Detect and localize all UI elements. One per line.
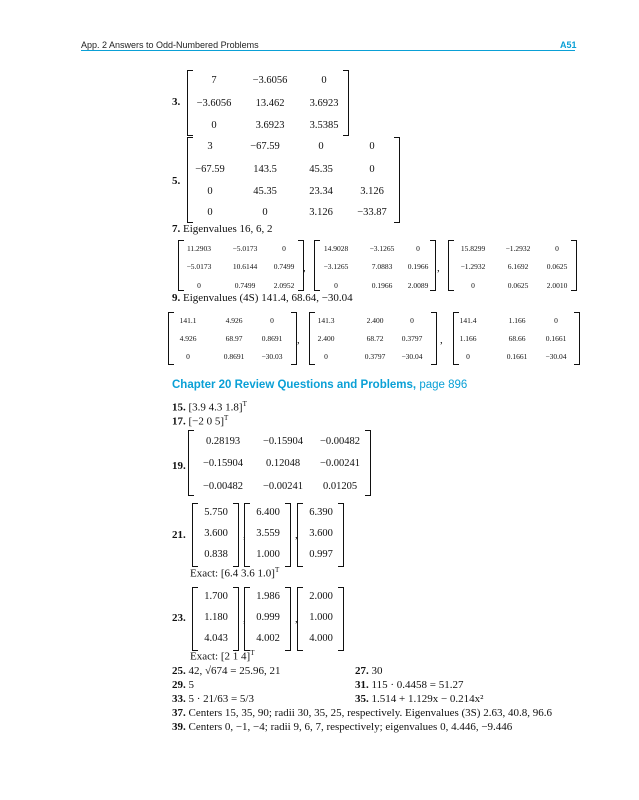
matrix-cell: −0.00482	[202, 481, 244, 492]
matrix-cell: 6.390	[309, 507, 333, 518]
separator-comma: ,	[303, 262, 306, 274]
matrix-cell: 23.34	[309, 186, 333, 197]
matrix-cell: 4.002	[256, 633, 280, 644]
matrix-cell: −0.15904	[262, 436, 304, 447]
matrix-cell: 3.600	[309, 528, 333, 539]
matrix-cell: 11.2903	[186, 244, 212, 253]
matrix-cell: 68.97	[225, 334, 243, 343]
matrix-cell: 68.72	[366, 334, 384, 343]
transpose-mark: T	[242, 400, 247, 408]
separator-comma: ,	[297, 334, 300, 346]
problem-25-label: 25.	[172, 665, 186, 677]
problem-17	[172, 414, 228, 428]
separator-comma: ,	[295, 613, 298, 625]
matrix-cell: 0	[334, 281, 338, 290]
matrix-cell: 0.1966	[407, 262, 429, 271]
matrix-cell: 2.400	[317, 334, 335, 343]
problem-19-label: 19.	[172, 460, 186, 472]
matrix-bracket	[365, 430, 371, 496]
matrix-cell: 0.1966	[371, 281, 393, 290]
matrix-bracket	[394, 137, 400, 223]
matrix-cell: 4.000	[309, 633, 333, 644]
matrix-cell: 0.8691	[261, 334, 283, 343]
separator-comma: ,	[243, 529, 246, 541]
matrix-cell: 1.000	[309, 612, 333, 623]
matrix-bracket	[309, 312, 315, 365]
matrix-cell: 0	[270, 316, 274, 325]
matrix-cell: 0	[186, 352, 190, 361]
problem-15-label: 15.	[172, 401, 186, 414]
separator-comma: ,	[295, 529, 298, 541]
matrix-cell: 3.5385	[309, 120, 339, 131]
matrix-cell: 0.1661	[506, 352, 528, 361]
problem-21-exact-text: Exact: [6.4 3.6 1.0]	[190, 567, 275, 580]
problem-21-exact	[190, 566, 279, 580]
matrix-cell: 0	[416, 244, 420, 253]
matrix-cell: 10.6144	[232, 262, 258, 271]
matrix-bracket	[244, 587, 250, 651]
transpose-mark: T	[274, 566, 280, 574]
matrix-cell: −0.00241	[262, 481, 304, 492]
matrix-bracket	[233, 587, 239, 651]
matrix-bracket	[233, 503, 239, 567]
section-title: Chapter 20 Review Questions and Problems,	[172, 379, 417, 391]
matrix-cell: −1.2932	[460, 262, 486, 271]
matrix-cell: −5.0173	[232, 244, 258, 253]
matrix-cell: 68.66	[508, 334, 526, 343]
matrix-cell: 0.3797	[401, 334, 423, 343]
matrix-cell: −3.1265	[323, 262, 349, 271]
matrix-cell: −3.1265	[369, 244, 395, 253]
problem-23-exact-text: Exact: [2 1 4]	[190, 650, 251, 663]
problem-29-label: 29.	[172, 679, 186, 691]
separator-comma: ,	[243, 613, 246, 625]
matrix-cell: −30.04	[401, 352, 423, 361]
matrix-cell: 0.838	[204, 549, 228, 560]
problem-15	[172, 400, 247, 414]
section-heading	[172, 379, 467, 391]
matrix-cell: 1.700	[204, 591, 228, 602]
matrix-cell: 0.7499	[234, 281, 256, 290]
problem-15-text: [3.9 4.3 1.8]	[188, 401, 243, 414]
matrix-bracket	[431, 312, 437, 365]
problem-35-text: 1.514 + 1.129x − 0.214x²	[371, 693, 484, 705]
matrix-bracket	[285, 587, 291, 651]
problem-35-label: 35.	[355, 693, 369, 705]
problem-7-text: Eigenvalues 16, 6, 2	[183, 223, 273, 235]
separator-comma: ,	[440, 334, 443, 346]
matrix-bracket	[338, 587, 344, 651]
matrix-cell: −67.59	[250, 141, 280, 152]
problem-23-label: 23.	[172, 612, 186, 624]
transpose-mark: T	[250, 649, 255, 657]
matrix-cell: −30.03	[261, 352, 283, 361]
separator-comma: ,	[437, 262, 440, 274]
problem-25	[172, 665, 281, 677]
matrix-cell: 0	[197, 281, 201, 290]
matrix-cell: 0	[369, 141, 375, 152]
matrix-cell: 2.0952	[273, 281, 295, 290]
matrix-cell: −3.6056	[196, 98, 232, 109]
matrix-cell: −0.00241	[319, 458, 361, 469]
matrix-cell: 1.180	[204, 612, 228, 623]
matrix-bracket	[297, 503, 303, 567]
matrix-cell: 0.7499	[273, 262, 295, 271]
problem-5-label: 5.	[172, 175, 181, 187]
problem-37	[172, 707, 552, 719]
matrix-cell: 4.926	[225, 316, 243, 325]
matrix-cell: 3.600	[204, 528, 228, 539]
matrix-cell: −33.87	[357, 207, 387, 218]
matrix-cell: 3.6923	[309, 98, 339, 109]
problem-3-label: 3.	[172, 96, 181, 108]
matrix-cell: −0.15904	[202, 458, 244, 469]
matrix-bracket	[285, 503, 291, 567]
matrix-bracket	[343, 70, 349, 136]
matrix-bracket	[244, 503, 250, 567]
matrix-cell: 0	[282, 244, 286, 253]
problem-33-label: 33.	[172, 693, 186, 705]
header-rule	[81, 50, 575, 51]
problem-9-label: 9.	[172, 292, 181, 304]
matrix-cell: 141.4	[459, 316, 477, 325]
matrix-cell: 45.35	[253, 186, 277, 197]
problem-25-text: 42, √674 = 25.96, 21	[188, 665, 281, 677]
problem-7-label: 7.	[172, 223, 181, 235]
matrix-bracket	[297, 587, 303, 651]
matrix-cell: 141.3	[317, 316, 335, 325]
matrix-cell: 4.926	[179, 334, 197, 343]
matrix-bracket	[453, 312, 459, 365]
problem-39-text: Centers 0, −1, −4; radii 9, 6, 7, respectively; eigenvalues 0, 4.446, −9.446	[188, 721, 513, 733]
problem-7	[172, 223, 273, 235]
matrix-cell: 5.750	[204, 507, 228, 518]
matrix-bracket	[187, 137, 193, 223]
matrix-cell: 0	[207, 186, 213, 197]
matrix-cell: −67.59	[195, 164, 225, 175]
matrix-cell: 0	[555, 244, 559, 253]
problem-21-label: 21.	[172, 529, 186, 541]
problem-33-text: 5 · 21/63 = 5/3	[188, 693, 254, 705]
problem-9	[172, 292, 353, 304]
matrix-cell: 0.0625	[507, 281, 529, 290]
matrix-cell: 4.043	[204, 633, 228, 644]
matrix-bracket	[178, 240, 184, 291]
page-number: A51	[560, 40, 577, 50]
matrix-cell: 0	[318, 141, 324, 152]
matrix-cell: 2.400	[366, 316, 384, 325]
matrix-cell: 0.0625	[546, 262, 568, 271]
problem-39	[172, 721, 512, 733]
matrix-cell: 14.9028	[323, 244, 349, 253]
matrix-cell: −1.2932	[505, 244, 531, 253]
matrix-cell: 0.1661	[545, 334, 567, 343]
matrix-cell: 7	[211, 75, 217, 86]
matrix-cell: 6.400	[256, 507, 280, 518]
matrix-cell: 0.12048	[265, 458, 301, 469]
running-header: App. 2 Answers to Odd-Numbered Problems	[81, 40, 259, 50]
matrix-bracket	[188, 430, 194, 496]
problem-39-label: 39.	[172, 721, 186, 733]
matrix-bracket	[187, 70, 193, 136]
problem-31	[355, 679, 463, 691]
matrix-cell: 0	[554, 316, 558, 325]
matrix-cell: 0	[369, 164, 375, 175]
matrix-cell: 0	[207, 207, 213, 218]
problem-27	[355, 665, 383, 677]
matrix-bracket	[192, 587, 198, 651]
problem-31-text: 115 · 0.4458 = 51.27	[371, 679, 464, 691]
matrix-bracket	[448, 240, 454, 291]
matrix-cell: −3.6056	[252, 75, 288, 86]
matrix-cell: 45.35	[309, 164, 333, 175]
matrix-cell: 141.1	[179, 316, 197, 325]
problem-37-label: 37.	[172, 707, 186, 719]
problem-33	[172, 693, 254, 705]
section-page: page 896	[416, 379, 468, 391]
matrix-cell: 0.999	[256, 612, 280, 623]
matrix-cell: 0	[211, 120, 217, 131]
matrix-cell: −5.0173	[186, 262, 212, 271]
matrix-cell: 6.1692	[507, 262, 529, 271]
matrix-cell: 3.6923	[255, 120, 285, 131]
matrix-bracket	[192, 503, 198, 567]
matrix-cell: 7.0883	[371, 262, 393, 271]
matrix-cell: 0	[324, 352, 328, 361]
matrix-cell: 2.0089	[407, 281, 429, 290]
matrix-cell: 2.000	[309, 591, 333, 602]
problem-27-label: 27.	[355, 665, 369, 677]
matrix-bracket	[571, 240, 577, 291]
matrix-bracket	[338, 503, 344, 567]
problem-9-text: Eigenvalues (4S) 141.4, 68.64, −30.04	[183, 292, 353, 304]
matrix-cell: 3.126	[309, 207, 333, 218]
matrix-bracket	[168, 312, 174, 365]
matrix-cell: 3.559	[256, 528, 280, 539]
problem-29-text: 5	[188, 679, 194, 691]
problem-31-label: 31.	[355, 679, 369, 691]
matrix-cell: −30.04	[545, 352, 567, 361]
matrix-cell: 0	[471, 281, 475, 290]
matrix-cell: 1.166	[508, 316, 526, 325]
matrix-cell: 1.986	[256, 591, 280, 602]
matrix-cell: 0	[262, 207, 268, 218]
matrix-cell: 0	[410, 316, 414, 325]
matrix-cell: 143.5	[253, 164, 277, 175]
problem-27-text: 30	[371, 665, 383, 677]
matrix-cell: 15.8299	[460, 244, 486, 253]
problem-23-exact	[190, 649, 254, 663]
matrix-cell: 13.462	[255, 98, 285, 109]
matrix-cell: 0.997	[309, 549, 333, 560]
problem-17-text: [−2 0 5]	[188, 415, 225, 428]
matrix-bracket	[314, 240, 320, 291]
matrix-cell: 0.01205	[322, 481, 358, 492]
matrix-cell: 3	[207, 141, 213, 152]
matrix-cell: 1.000	[256, 549, 280, 560]
problem-29	[172, 679, 194, 691]
problem-35	[355, 693, 483, 705]
matrix-cell: 0.3797	[364, 352, 386, 361]
matrix-bracket	[430, 240, 436, 291]
problem-17-label: 17.	[172, 415, 186, 428]
matrix-cell: 0.8691	[223, 352, 245, 361]
matrix-cell: −0.00482	[319, 436, 361, 447]
matrix-cell: 3.126	[360, 186, 384, 197]
matrix-cell: 1.166	[459, 334, 477, 343]
problem-37-text: Centers 15, 35, 90; radii 30, 35, 25, respectively. Eigenvalues (3S) 2.63, 40.8, 96.6	[188, 707, 552, 719]
matrix-cell: 2.0010	[546, 281, 568, 290]
transpose-mark: T	[224, 414, 229, 422]
matrix-cell: 0	[321, 75, 327, 86]
matrix-bracket	[574, 312, 580, 365]
matrix-cell: 0.28193	[205, 436, 241, 447]
matrix-cell: 0	[466, 352, 470, 361]
